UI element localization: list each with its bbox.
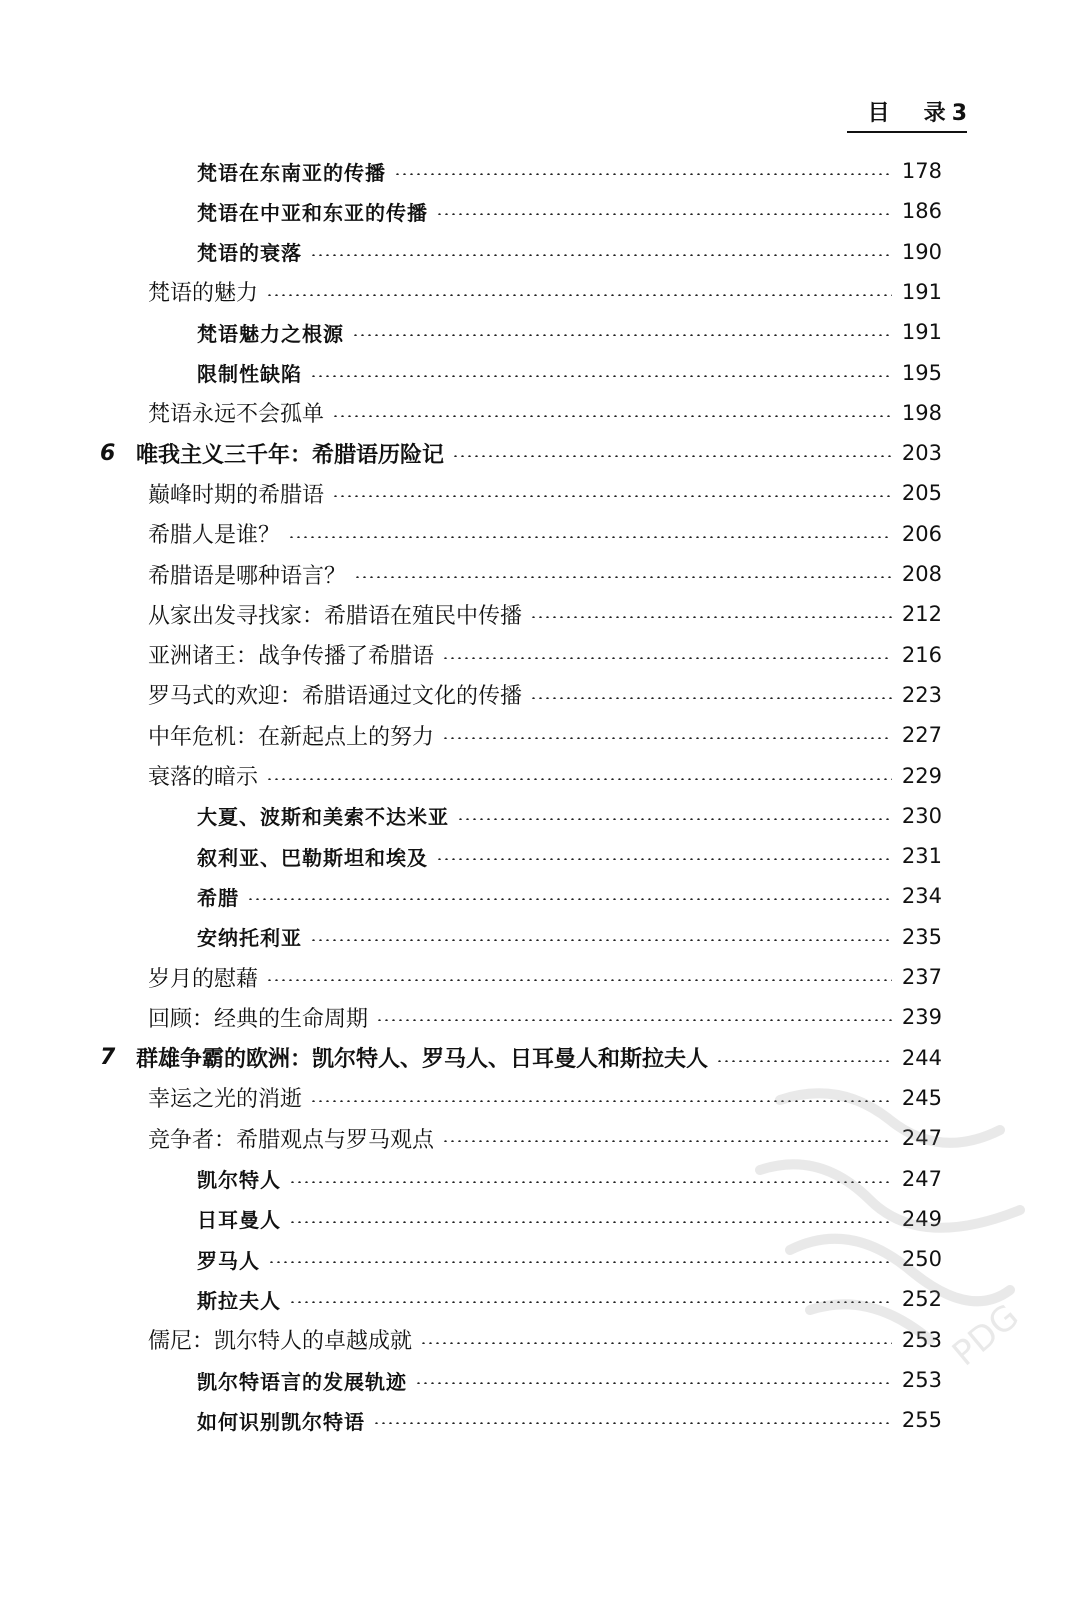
toc-entry-title: 儒尼：凯尔特人的卓越成就 (148, 1324, 414, 1355)
dot-leader (376, 1019, 892, 1021)
toc-entry[interactable] (197, 1241, 942, 1277)
dot-leader (266, 979, 892, 981)
dot-leader (457, 818, 892, 820)
toc-entry[interactable] (148, 637, 942, 673)
toc-page-number: 235 (901, 924, 942, 949)
dot-leader (373, 1422, 892, 1424)
toc-entry-title: 衰落的暗示 (148, 760, 260, 791)
dot-leader (415, 1382, 892, 1384)
toc-entry-title: 中年危机：在新起点上的努力 (148, 720, 436, 751)
dot-leader (442, 657, 892, 659)
toc-entry[interactable] (148, 475, 942, 511)
toc-page-number: 249 (901, 1206, 942, 1231)
toc-entry-title: 斯拉夫人 (197, 1285, 283, 1314)
toc-entry[interactable] (197, 919, 942, 955)
toc-entry[interactable] (148, 1322, 942, 1358)
dot-leader (310, 1100, 892, 1102)
toc-page-number: 223 (901, 682, 942, 707)
toc-page-number: 244 (901, 1045, 942, 1070)
toc-page-number: 212 (901, 602, 942, 627)
toc-entry-title: 从家出发寻找家：希腊语在殖民中传播 (148, 599, 524, 630)
toc-page-number: 252 (901, 1287, 942, 1312)
toc-entry-title: 大夏、波斯和美索不达米亚 (197, 801, 451, 830)
toc-page-number: 239 (901, 1005, 942, 1030)
dot-leader (452, 455, 892, 457)
toc-entry-title: 梵语在中亚和东亚的传播 (197, 197, 430, 226)
toc-entry[interactable] (148, 1080, 942, 1116)
toc-page-number: 229 (901, 763, 942, 788)
toc-entry-title: 如何识别凯尔特语 (197, 1406, 367, 1435)
toc-entry-title: 岁月的慰藉 (148, 962, 260, 993)
toc-entry-title: 梵语在东南亚的传播 (197, 157, 388, 186)
toc-page-number: 237 (901, 965, 942, 989)
toc-entry-title: 梵语永远不会孤单 (148, 397, 326, 428)
toc-page-number: 230 (901, 803, 942, 828)
toc-entry[interactable] (148, 596, 942, 632)
toc-entry[interactable] (197, 1402, 942, 1438)
toc-chapter-entry[interactable] (100, 435, 942, 471)
toc-entry-title: 罗马式的欢迎：希腊语通过文化的传播 (148, 679, 524, 710)
toc-page-number: 231 (901, 844, 942, 869)
toc-page-number: 245 (901, 1085, 942, 1110)
dot-leader (436, 213, 892, 215)
watermark-label: PDG (945, 1296, 1027, 1375)
dot-leader (332, 495, 892, 497)
toc-chapter-entry[interactable] (100, 1040, 942, 1076)
running-head-page-number: 3 (951, 101, 967, 126)
toc-page-number: 195 (901, 360, 942, 385)
toc-entry[interactable] (197, 234, 942, 270)
toc-page-number: 253 (901, 1327, 942, 1352)
toc-entry-title: 希腊人是谁？ (148, 518, 282, 549)
toc-entry[interactable] (197, 1281, 942, 1317)
toc-entry-title: 竞争者：希腊观点与罗马观点 (148, 1123, 436, 1154)
dot-leader (310, 254, 892, 256)
toc-entry-title: 亚洲诸王：战争传播了希腊语 (148, 639, 436, 670)
toc-page-number: 234 (901, 884, 942, 909)
dot-leader (394, 173, 892, 175)
toc-entry-title: 梵语的魅力 (148, 276, 260, 307)
toc-page-number: 255 (901, 1408, 942, 1433)
toc-page-number: 250 (901, 1247, 942, 1272)
toc-page-number: 253 (901, 1368, 942, 1392)
toc-entry-title: 罗马人 (197, 1245, 262, 1274)
toc-page-number: 247 (901, 1166, 942, 1191)
toc-page-number: 208 (901, 562, 942, 586)
dot-leader (289, 1301, 892, 1303)
toc-page-number: 205 (901, 481, 942, 506)
dot-leader (420, 1342, 892, 1344)
toc-entry[interactable] (197, 1201, 942, 1237)
toc-entry[interactable] (148, 959, 942, 995)
dot-leader (288, 536, 892, 538)
toc-entry-title: 凯尔特语言的发展轨迹 (197, 1366, 409, 1395)
dot-leader (716, 1060, 892, 1062)
toc-entry-title: 限制性缺陷 (197, 358, 304, 387)
toc-page-number: 206 (901, 521, 942, 546)
toc-page-number: 190 (901, 239, 942, 264)
toc-entry-title: 梵语的衰落 (197, 237, 304, 266)
dot-leader (289, 1181, 892, 1183)
toc-entry[interactable] (148, 758, 942, 794)
dot-leader (354, 576, 892, 578)
chapter-number: 6 (100, 440, 116, 466)
toc-entry[interactable] (148, 274, 942, 310)
toc-entry[interactable] (148, 999, 942, 1035)
dot-leader (289, 1221, 892, 1223)
toc-entry[interactable] (148, 556, 942, 592)
toc-entry[interactable] (197, 1161, 942, 1197)
running-head (847, 96, 967, 133)
dot-leader (442, 1140, 892, 1142)
toc-page-number: 191 (901, 279, 942, 304)
toc-entry-title: 幸运之光的消逝 (148, 1082, 304, 1113)
toc-entry[interactable] (197, 838, 942, 874)
toc-entry[interactable] (148, 395, 942, 431)
dot-leader (266, 778, 892, 780)
toc-entry[interactable] (197, 1362, 942, 1398)
dot-leader (247, 898, 892, 900)
toc-entry-title: 叙利亚、巴勒斯坦和埃及 (197, 842, 430, 871)
toc-entry-title: 回顾：经典的生命周期 (148, 1002, 370, 1033)
toc-entry-title: 唯我主义三千年：希腊语历险记 (136, 438, 446, 469)
dot-leader (268, 1261, 892, 1263)
dot-leader (352, 334, 892, 336)
toc-entry[interactable] (148, 1120, 942, 1156)
toc-entry[interactable] (148, 677, 942, 713)
running-head-word-2: 录 (923, 101, 946, 126)
toc-page-number: 191 (901, 320, 942, 345)
dot-leader (530, 697, 892, 699)
toc-page-number: 216 (901, 642, 942, 667)
toc-entry[interactable] (148, 717, 942, 753)
toc-page-number: 178 (901, 159, 942, 183)
dot-leader (436, 858, 892, 860)
toc-page-number: 227 (901, 723, 942, 748)
toc-page-number: 198 (901, 400, 942, 425)
toc-entry[interactable] (197, 878, 942, 914)
dot-leader (442, 737, 892, 739)
toc-entry-title: 希腊 (197, 882, 241, 911)
dot-leader (530, 616, 892, 618)
dot-leader (310, 939, 892, 941)
toc-entry-title: 梵语魅力之根源 (197, 318, 346, 347)
toc-entry[interactable] (148, 516, 942, 552)
running-head-word-1: 目 (867, 101, 890, 126)
toc-entry-title: 安纳托利亚 (197, 922, 304, 951)
toc-entry[interactable] (197, 153, 942, 189)
toc-entry-title: 巅峰时期的希腊语 (148, 478, 326, 509)
toc-page-number: 186 (901, 199, 942, 224)
toc-page-number: 247 (901, 1126, 942, 1151)
dot-leader (332, 415, 892, 417)
chapter-number: 7 (100, 1045, 116, 1071)
toc-page-number: 203 (901, 441, 942, 466)
toc-entry[interactable] (197, 193, 942, 229)
dot-leader (310, 375, 892, 377)
toc-entry-title: 希腊语是哪种语言？ (148, 559, 348, 590)
toc-entry[interactable] (197, 314, 942, 350)
toc-entry-title: 群雄争霸的欧洲：凯尔特人、罗马人、日耳曼人和斯拉夫人 (136, 1042, 710, 1073)
dot-leader (266, 294, 892, 296)
toc-entry-title: 凯尔特人 (197, 1164, 283, 1193)
toc-entry[interactable] (197, 798, 942, 834)
toc-entry[interactable] (197, 355, 942, 391)
toc-entry-title: 日耳曼人 (197, 1204, 283, 1233)
